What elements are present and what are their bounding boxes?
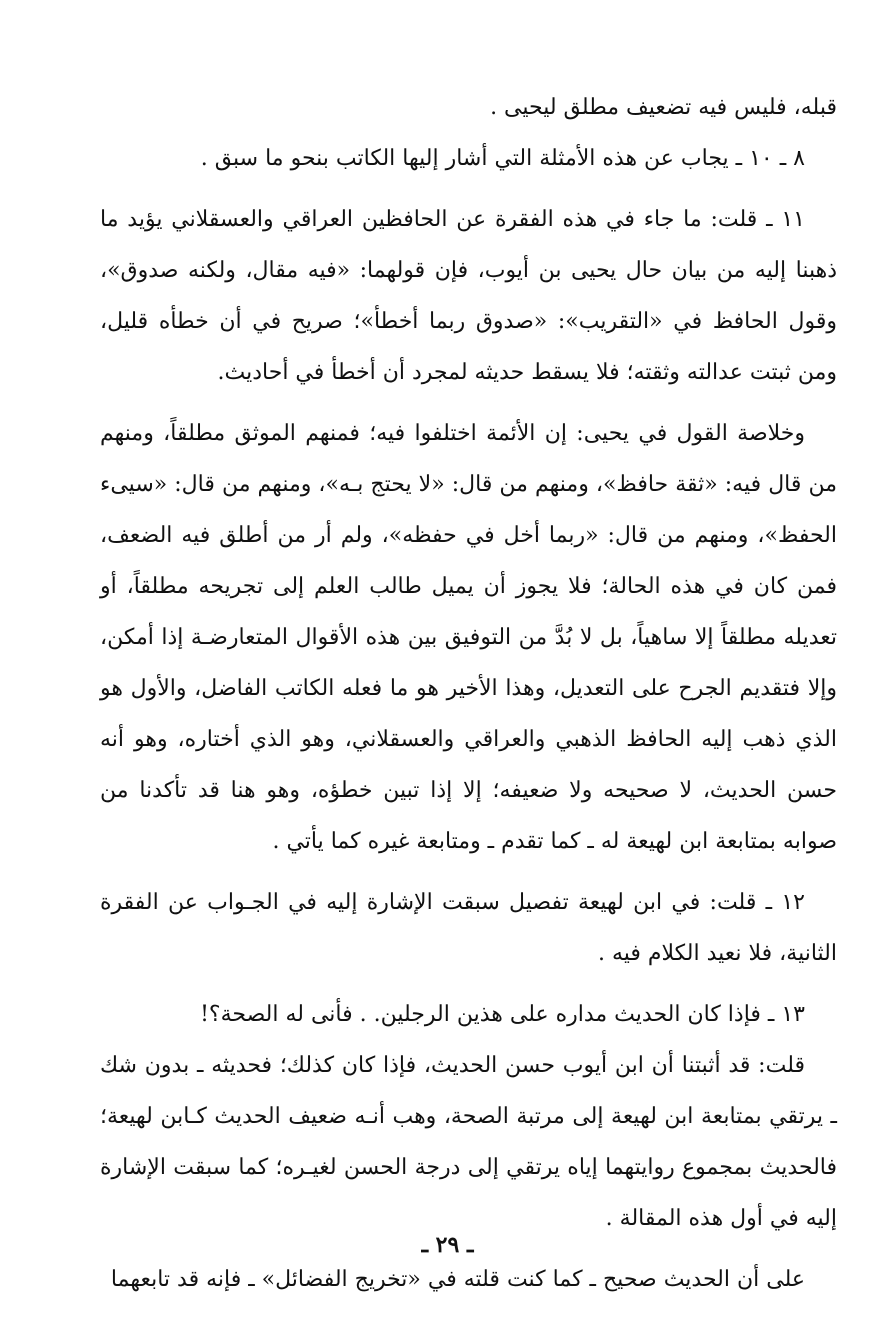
paragraph-final: على أن الحديث صحيح ـ كما كنت قلته في «تخريج الفضائل» ـ فإنه قد تابعهما bbox=[110, 1267, 805, 1292]
page-number: ـ ٢٩ ـ bbox=[421, 1232, 474, 1258]
page-body bbox=[100, 82, 837, 1305]
paragraph-summary-yahya: وخلاصة القول في يحيى: إن الأئمة اختلفوا فيه؛ فمنهم الموثق مطلقاً، ومنهم من قال فيه: «ثقة حافظ»، ومنهم من قال: «لا يحتج بـه»، ومنهم من قال: «سيىء الحفظ»، ومنهم من قال: «ربما أخل في حفظه»، ولم أر من أطلق فيه الضعف، فمن كان في هذه الحالة؛ فلا يجوز أن يميل طالب العلم إلى تجريحه مطلقاً، أو تعديله مطلقاً إلا ساهياً، بل لا بُدَّ من التوفيق بين هذه الأقوال المتعارضـة إذا أمكن، وإلا فتقديم الجرح على التعديل، وهذا الأخير هو ما فعله الكاتب الفاضل، والأول هو الذي ذهب إليه الحافظ الذهبي والعراقي والعسقلاني، وهو الذي أختاره، وهو أنه حسن الحديث، لا صحيحه ولا ضعيفه؛ إلا إذا تبين خطؤه، وهو هنا قد تأكدنا من صوابه بمتابعة ابن لهيعة له ـ كما تقدم ـ ومتابعة غيره كما يأتي . bbox=[100, 421, 837, 854]
paragraph-item-12: ١٢ ـ قلت: في ابن لهيعة تفصيل سبقت الإشارة إليه في الجـواب عن الفقرة الثانية، فلا نعيد الكلام فيه . bbox=[100, 890, 837, 966]
paragraph-continuation: قبله، فليس فيه تضعيف مطلق ليحيى . bbox=[490, 95, 837, 120]
paragraph-item-11: ١١ ـ قلت: ما جاء في هذه الفقرة عن الحافظين العراقي والعسقلاني يؤيد ما ذهبنا إليه من بيان حال يحيى بن أيوب، فإن قولهما: «فيه مقال، ولكنه صدوق»، وقول الحافظ في «التقريب»: «صدوق ربما أخطأ»؛ صريح في أن خطأه قليل، ومن ثبتت عدالته وثقته؛ فلا يسقط حديثه لمجرد أن أخطأ في أحاديث. bbox=[100, 207, 837, 385]
paragraph-item-13: ١٣ ـ فإذا كان الحديث مداره على هذين الرجلين. . فأنى له الصحة؟! bbox=[200, 1002, 805, 1027]
paragraph-item-8-10: ٨ ـ ١٠ ـ يجاب عن هذه الأمثلة التي أشار إليها الكاتب بنحو ما سبق . bbox=[200, 146, 805, 171]
paragraph-reply: قلت: قد أثبتنا أن ابن أيوب حسن الحديث، فإذا كان كذلك؛ فحديثه ـ بدون شك ـ يرتقي بمتابعة ابن لهيعة إلى مرتبة الصحة، وهب أنـه ضعيف الحديث كـابن لهيعة؛ فالحديث بمجموع روايتهما إياه يرتقي إلى درجة الحسن لغيـره؛ كما سبقت الإشارة إليه في أول هذه المقالة . bbox=[100, 1053, 837, 1231]
